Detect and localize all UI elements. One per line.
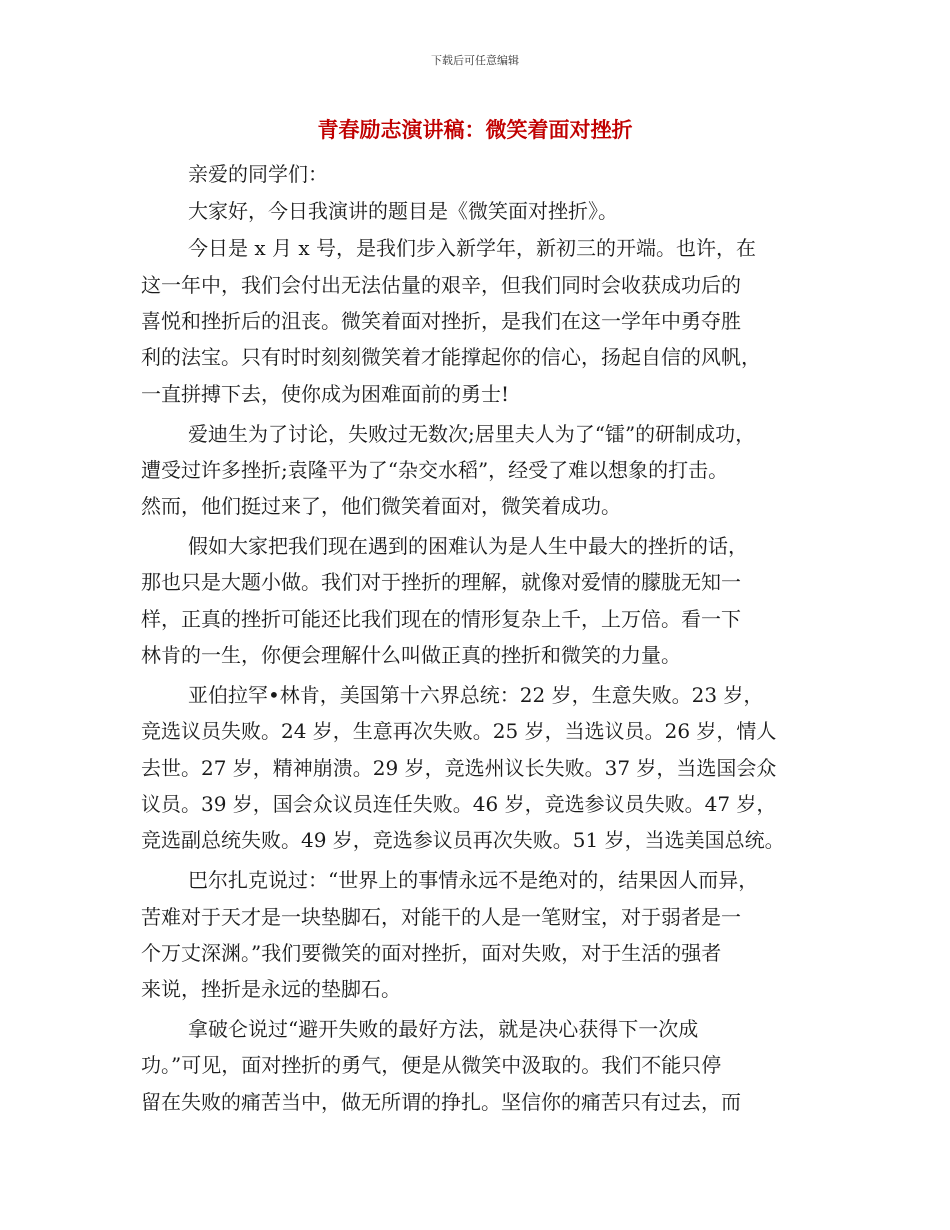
body-line: 个万丈深渊。”我们要微笑的面对挫折，面对失败，对于生活的强者	[141, 941, 722, 965]
body-line: 遭受过许多挫折;袁隆平为了“杂交水稻”，经受了难以想象的打击。	[141, 458, 729, 482]
document-title: 青春励志演讲稿：微笑着面对挫折	[317, 117, 633, 142]
body-line: 大家好，今日我演讲的题目是《微笑面对挫折》。	[188, 199, 618, 223]
body-line: 苦难对于天才是一块垫脚石，对能干的人是一笔财宝，对于弱者是一	[141, 905, 741, 929]
body-line: 亲爱的同学们：	[188, 162, 328, 186]
body-line: 样，正真的挫折可能还比我们现在的情形复杂上千，上万倍。看一下	[141, 607, 741, 631]
body-line: 功。”可见，面对挫折的勇气，便是从微笑中汲取的。我们不能只停	[141, 1053, 722, 1077]
body-line: 利的法宝。只有时时刻刻微笑着才能撑起你的信心，扬起自信的风帆，	[141, 345, 761, 369]
body-line: 留在失败的痛苦当中，做无所谓的挣扎。坚信你的痛苦只有过去，而	[141, 1090, 741, 1114]
body-line: 喜悦和挫折后的沮丧。微笑着面对挫折，是我们在这一学年中勇夺胜	[141, 309, 741, 333]
header-note: 下载后可任意编辑	[431, 54, 519, 67]
body-line: 巴尔扎克说过：“世界上的事情永远不是绝对的，结果因人而异，	[188, 868, 759, 892]
body-line: 议员。39 岁，国会众议员连任失败。46 岁，竞选参议员失败。47 岁，	[141, 792, 777, 816]
body-line: 假如大家把我们现在遇到的困难认为是人生中最大的挫折的话，	[188, 534, 748, 558]
body-line: 一直拼搏下去，使你成为困难面前的勇士!	[141, 382, 510, 406]
body-line: 拿破仑说过“避开失败的最好方法，就是决心获得下一次成	[188, 1017, 699, 1041]
body-line: 竞选议员失败。24 岁，生意再次失败。25 岁，当选议员。26 岁，情人	[141, 719, 777, 743]
body-line: 这一年中，我们会付出无法估量的艰辛，但我们同时会收获成功后的	[141, 273, 741, 297]
body-line: 来说，挫折是永远的垫脚石。	[141, 977, 401, 1001]
body-line: 那也只是大题小做。我们对于挫折的理解，就像对爱情的朦胧无知一	[141, 570, 741, 594]
body-line: 去世。27 岁，精神崩溃。29 岁，竞选州议长失败。37 岁，当选国会众	[141, 756, 777, 780]
body-line: 林肯的一生，你便会理解什么叫做正真的挫折和微笑的力量。	[141, 643, 681, 667]
body-line: 然而，他们挺过来了，他们微笑着面对，微笑着成功。	[141, 494, 621, 518]
body-line: 爱迪生为了讨论，失败过无数次;居里夫人为了“镭”的研制成功，	[188, 422, 756, 446]
body-line: 今日是 x 月 x 号，是我们步入新学年，新初三的开端。也许，在	[188, 236, 756, 260]
body-line: 竞选副总统失败。49 岁，竞选参议员再次失败。51 岁，当选美国总统。	[141, 828, 785, 852]
body-line: 亚伯拉罕•林肯，美国第十六界总统：22 岁，生意失败。23 岁，	[188, 683, 764, 707]
